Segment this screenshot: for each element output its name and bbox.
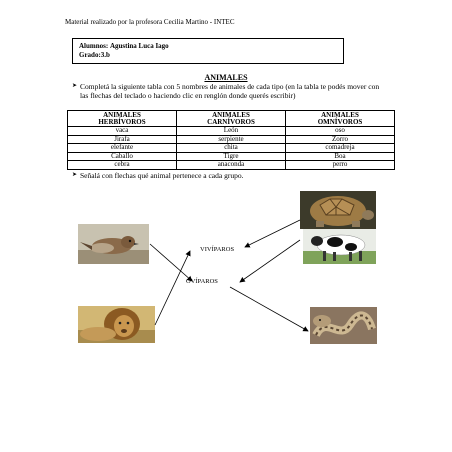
header-herbivores: ANIMALES HERBÍVOROS	[68, 111, 177, 127]
arrow-lion-viviparos[interactable]	[155, 251, 190, 325]
bullet-arrow-icon: ➤	[72, 83, 78, 89]
bullet-arrow-icon: ➤	[72, 172, 78, 178]
table-cell[interactable]: chita	[177, 144, 286, 153]
table-cell[interactable]: comadreja	[286, 144, 395, 153]
page-title: ANIMALES	[204, 73, 248, 82]
arrow-snake-oviparos[interactable]	[230, 287, 308, 331]
page-header: Material realizado por la profesora Cecilia Martino - INTEC	[65, 18, 235, 26]
instruction-arrows-text: Señalá con flechas qué animal pertenece a cada grupo.	[80, 171, 244, 180]
table-cell[interactable]: Boa	[286, 152, 395, 161]
grade-label: Grado:	[79, 51, 101, 59]
students-value[interactable]: Agustina Luca Iago	[109, 42, 169, 50]
header-carnivores: ANIMALES CARNÍVOROS	[177, 111, 286, 127]
table-cell[interactable]: Jirafa	[68, 135, 177, 144]
table-cell[interactable]: oso	[286, 127, 395, 136]
table-cell[interactable]: Caballo	[68, 152, 177, 161]
arrow-tortoise-oviparos[interactable]	[245, 220, 300, 247]
header-omnivores: ANIMALES OMNÍVOROS	[286, 111, 395, 127]
table-cell[interactable]: cebra	[68, 161, 177, 170]
table-cell[interactable]: serpiente	[177, 135, 286, 144]
table-cell[interactable]: anaconda	[177, 161, 286, 170]
arrow-cow-viviparos[interactable]	[240, 240, 300, 282]
table-cell[interactable]: vaca	[68, 127, 177, 136]
oviparos-label: OVÍPAROS	[186, 278, 218, 285]
instruction-table-text: Completá la siguiente tabla con 5 nombres de animales de cada tipo (en la tabla te podés mover con las flechas del teclado o haciendo clic en renglón donde querés escribir)	[80, 82, 380, 100]
viviparos-label: VIVÍPAROS	[200, 246, 235, 253]
table-cell[interactable]: perro	[286, 161, 395, 170]
table-cell[interactable]: Tigre	[177, 152, 286, 161]
table-cell[interactable]: elefante	[68, 144, 177, 153]
table-cell[interactable]: Zorro	[286, 135, 395, 144]
students-label: Alumnos:	[79, 42, 109, 50]
table-cell[interactable]: León	[177, 127, 286, 136]
arrow-bird-oviparos[interactable]	[150, 244, 192, 281]
grade-value[interactable]: 3.b	[100, 51, 110, 59]
